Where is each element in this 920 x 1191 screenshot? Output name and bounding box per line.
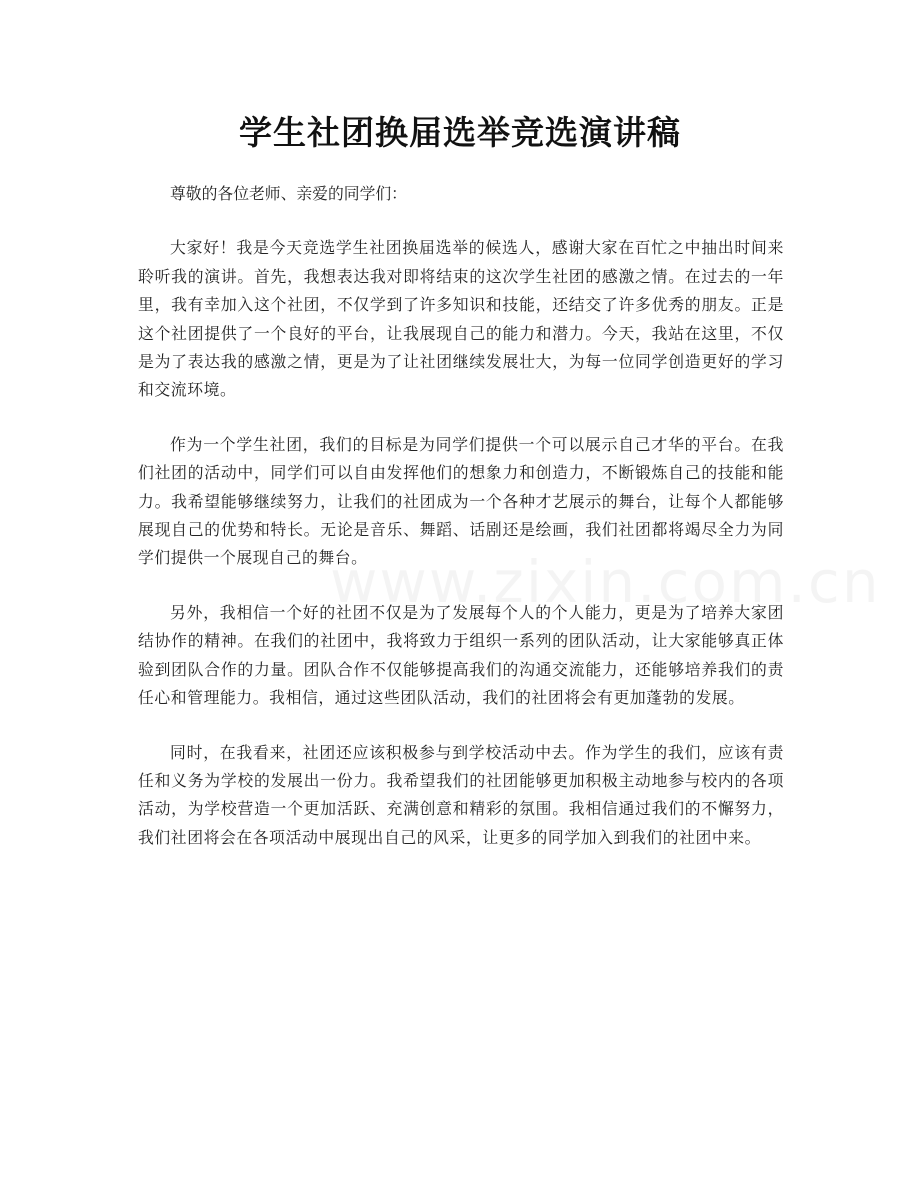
paragraph-1: 大家好！我是今天竞选学生社团换届选举的候选人，感谢大家在百忙之中抽出时间来聆听我的演讲。首先，我想表达我对即将结束的这次学生社团的感激之情。在过去的一年里，我有幸加入这个社团，不仅学到了许多知识和技能，还结交了许多优秀的朋友。正是这个社团提供了一个良好的平台，让我展现自己的能力和潜力。今天，我站在这里，不仅是为了表达我的感激之情，更是为了让社团继续发展壮大，为每一位同学创造更好的学习和交流环境。	[138, 238, 784, 400]
document-title: 学生社团换届选举竞选演讲稿	[239, 113, 681, 152]
paragraph-3: 另外，我相信一个好的社团不仅是为了发展每个人的个人能力，更是为了培养大家团结协作的精神。在我们的社团中，我将致力于组织一系列的团队活动，让大家能够真正体验到团队合作的力量。团队合作不仅能够提高我们的沟通交流能力，还能够培养我们的责任心和管理能力。我相信，通过这些团队活动，我们的社团将会有更加蓬勃的发展。	[138, 602, 784, 708]
paragraph-4: 同时，在我看来，社团还应该积极参与到学校活动中去。作为学生的我们，应该有责任和义务为学校的发展出一份力。我希望我们的社团能够更加积极主动地参与校内的各项活动，为学校营造一个更加活跃、充满创意和精彩的氛围。我相信通过我们的不懈努力，我们社团将会在各项活动中展现出自己的风采，让更多的同学加入到我们的社团中来。	[138, 742, 784, 847]
paragraph-2: 作为一个学生社团，我们的目标是为同学们提供一个可以展示自己才华的平台。在我们社团的活动中，同学们可以自由发挥他们的想象力和创造力，不断锻炼自己的技能和能力。我希望能够继续努力，让我们的社团成为一个各种才艺展示的舞台，让每个人都能够展现自己的优势和特长。无论是音乐、舞蹈、话剧还是绘画，我们社团都将竭尽全力为同学们提供一个展现自己的舞台。	[138, 434, 784, 568]
document-body	[138, 180, 784, 878]
salutation: 尊敬的各位老师、亲爱的同学们：	[170, 184, 407, 203]
